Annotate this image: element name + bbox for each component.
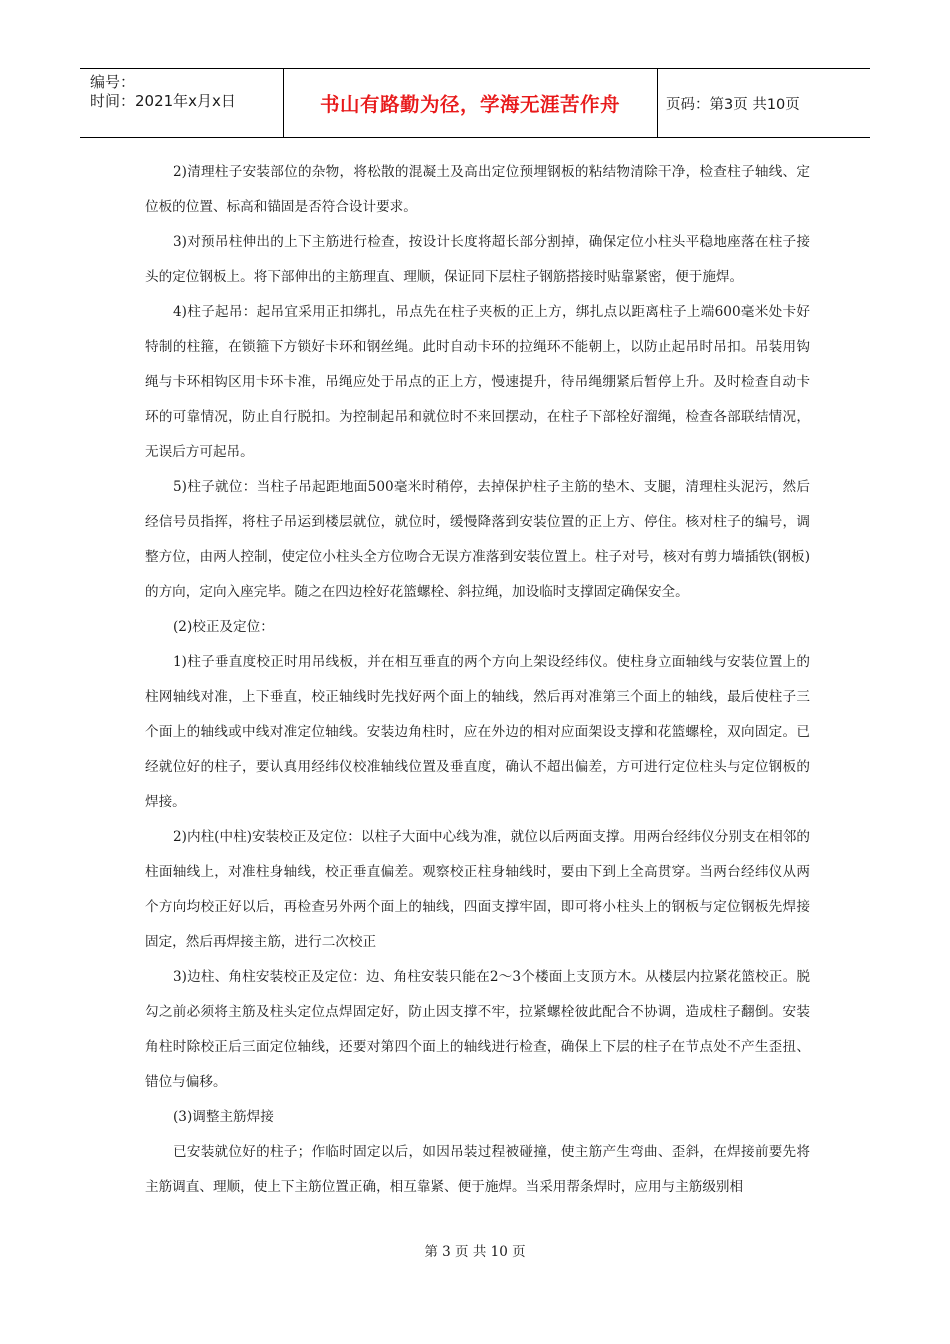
document-body xyxy=(145,155,810,1205)
paragraph: 2)清理柱子安装部位的杂物，将松散的混凝土及高出定位预埋钢板的粘结物清除干净，检查柱子轴线、定位板的位置、标高和锚固是否符合设计要求。 xyxy=(145,164,810,215)
paragraph: 3)对预吊柱伸出的上下主筋进行检查，按设计长度将超长部分割掉，确保定位小柱头平稳地座落在柱子接头的定位钢板上。将下部伸出的主筋理直、理顺，保证同下层柱子钢筋搭接时贴靠紧密，便于施焊。 xyxy=(145,234,810,285)
paragraph: 已安装就位好的柱子；作临时固定以后，如因吊装过程被碰撞，使主筋产生弯曲、歪斜，在焊接前要先将主筋调直、理顺，使上下主筋位置正确，相互靠紧、便于施焊。当采用帮条焊时，应用与主筋级别相 xyxy=(145,1144,810,1195)
page-footer: 第 3 页 共 10 页 xyxy=(424,1244,526,1260)
document-date: 时间：2021年x月x日 xyxy=(90,92,236,110)
section-heading: (2)校正及定位： xyxy=(173,619,274,635)
paragraph: 3)边柱、角柱安装校正及定位：边、角柱安装只能在2～3个楼面上支顶方木。从楼层内拉紧花篮校正。脱勾之前必须将主筋及柱头定位点焊固定好，防止因支撑不牢，拉紧螺栓彼此配合不协调，造成柱子翻倒。安装角柱时除校正后三面定位轴线，还要对第四个面上的轴线进行检查，确保上下层的柱子在节点处不产生歪扭、错位与偏移。 xyxy=(145,969,810,1090)
header-page-info: 页码：第3页 共10页 xyxy=(666,96,800,113)
paragraph: 4)柱子起吊：起吊宜采用正扣绑扎，吊点先在柱子夹板的正上方，绑扎点以距离柱子上端600毫米处卡好特制的柱箍，在锁箍下方锁好卡环和钢丝绳。此时自动卡环的拉绳环不能朝上，以防止起吊时吊扣。吊装用钩绳与卡环相钩区用卡环卡准，吊绳应处于吊点的正上方，慢速提升，待吊绳绷紧后暂停上升。及时检查自动卡环的可靠情况，防止自行脱扣。为控制起吊和就位时不来回摆动，在柱子下部栓好溜绳，检查各部联结情况，无误后方可起吊。 xyxy=(145,304,810,460)
header-motto: 书山有路勤为径，学海无涯苦作舟 xyxy=(319,93,620,116)
paragraph: 2)内柱(中柱)安装校正及定位：以柱子大面中心线为准，就位以后两面支撑。用两台经纬仪分别支在相邻的柱面轴线上，对准柱身轴线，校正垂直偏差。观察校正柱身轴线时，要由下到上全高贯穿。当两台经纬仪从两个方向均校正好以后，再检查另外两个面上的轴线，四面支撑牢固，即可将小柱头上的钢板与定位钢板先焊接固定，然后再焊接主筋，进行二次校正 xyxy=(145,829,810,950)
page-header xyxy=(80,68,870,138)
paragraph: 5)柱子就位：当柱子吊起距地面500毫米时稍停，去掉保护柱子主筋的垫木、支腿，清理柱头泥污，然后经信号员指挥，将柱子吊运到楼层就位，就位时，缓慢降落到安装位置的正上方、停住。核对柱子的编号，调整方位，由两人控制，使定位小柱头全方位吻合无误方准落到安装位置上。柱子对号，核对有剪力墙插铁(钢板)的方向，定向入座完毕。随之在四边栓好花篮螺栓、斜拉绳，加设临时支撑固定确保安全。 xyxy=(145,479,810,600)
section-heading: (3)调整主筋焊接 xyxy=(173,1109,274,1125)
document-number: 编号： xyxy=(90,73,136,91)
paragraph: 1)柱子垂直度校正时用吊线板，并在相互垂直的两个方向上架设经纬仪。使柱身立面轴线与安装位置上的柱网轴线对准，上下垂直，校正轴线时先找好两个面上的轴线，然后再对准第三个面上的轴线，最后使柱子三个面上的轴线或中线对准定位轴线。安装边角柱时，应在外边的相对应面架设支撑和花篮螺栓，双向固定。已经就位好的柱子，要认真用经纬仪校准轴线位置及垂直度，确认不超出偏差，方可进行定位柱头与定位钢板的焊接。 xyxy=(145,654,810,810)
header-meta xyxy=(80,69,283,137)
